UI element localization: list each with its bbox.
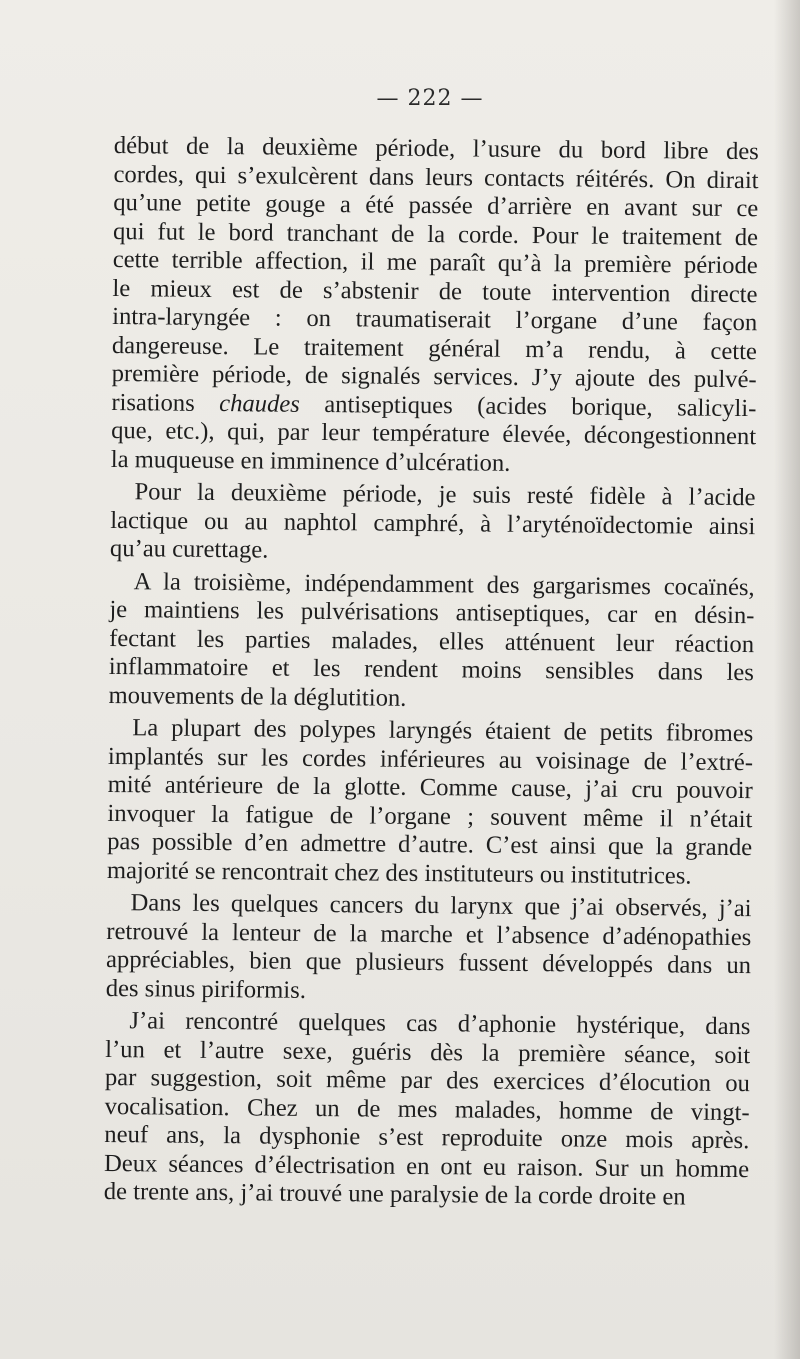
text-line: de trente ans, j’ai trouvé une paralysie de la corde droite en <box>103 1177 686 1211</box>
paragraph <box>110 478 756 570</box>
text-line: retrouvé la lenteur de la marche et l’absence d’adénopathies <box>106 917 752 951</box>
text-line: mité antérieure de la glotte. Comme cause, j’ai cru pouvoir <box>107 770 753 805</box>
text-line: fectant les parties malades, elles atténuent leur réaction <box>109 624 755 658</box>
text-line: par suggestion, soit même par des exercices d’élocution ou <box>104 1063 751 1098</box>
text-line: cordes, qui s’exulcèrent dans leurs contacts réitérés. On dirait <box>113 160 759 194</box>
text-line: je maintiens les pulvérisations antiseptiques, car en désin- <box>109 595 755 630</box>
paragraph <box>108 567 754 716</box>
text-line: qui fut le bord tranchant de la corde. Pour le traitement de <box>112 217 759 251</box>
text-line: qu’au curettage. <box>109 534 269 564</box>
text-line: appréciables, bien que plusieurs fussent développés dans un <box>105 945 752 980</box>
text-line: A la troisième, indépendamment des gargarismes cocaïnés, <box>133 567 755 601</box>
text-line: qu’une petite gouge a été passée d’arrière en avant sur ce <box>113 188 759 223</box>
text-line: début de la deuxième période, l’usure du bord libre des <box>113 132 759 166</box>
paragraph <box>107 714 754 891</box>
text-line: majorité se rencontrait chez des instituteurs ou institutrices. <box>106 856 692 890</box>
text-line: le mieux est de s’abstenir de toute intervention directe <box>112 274 758 308</box>
text-line: que, etc.), qui, par leur température élevée, décongestionnent <box>111 416 757 451</box>
page-number: — 222 — <box>376 86 484 111</box>
text-line: la muqueuse en imminence d’ulcération. <box>110 445 511 477</box>
text-line: J’ai rencontré quelques cas d’aphonie hystérique, dans <box>129 1007 751 1041</box>
text-line: inflammatoire et les rendent moins sensibles dans les <box>108 652 754 687</box>
paragraph <box>106 889 752 1009</box>
text-line: implantés sur les cordes inférieures au voisinage de l’extré- <box>107 742 754 776</box>
text-line: des sinus piriformis. <box>105 974 307 1004</box>
text-line: Dans les quelques cancers du larynx que j’ai observés, j’ai <box>130 889 752 923</box>
text-line: invoquer la fatigue de l’organe ; souvent même il n’était <box>107 799 753 833</box>
text-line: neuf ans, la dysphonie s’est reproduite onze mois après. <box>104 1120 750 1155</box>
text-line: vocalisation. Chez un de mes malades, homme de vingt- <box>104 1092 750 1126</box>
paragraph <box>104 1007 751 1213</box>
paragraph <box>111 132 759 480</box>
text-line: lactique ou au naphtol camphré, à l’aryténoïdectomie ainsi <box>110 506 756 540</box>
text-line: mouvements de la déglutition. <box>108 681 407 712</box>
text-line: Deux séances d’électrisation en ont eu raison. Sur un homme <box>103 1149 750 1183</box>
body-text <box>104 132 759 1213</box>
text-line: cette terrible affection, il me paraît qu’à la première période <box>112 245 758 280</box>
page-edge-shadow <box>774 0 800 1359</box>
text-line: La plupart des polypes laryngés étaient de petits fibromes <box>132 714 754 748</box>
text-line: risations chaudes antiseptiques (acides borique, salicyli- <box>111 388 757 422</box>
text-line: l’un et l’autre sexe, guéris dès la première séance, soit <box>105 1035 751 1069</box>
text-line: Pour la deuxième période, je suis resté fidèle à l’acide <box>134 478 756 512</box>
text-line: intra-laryngée : on traumatiserait l’organe d’une façon <box>112 302 758 337</box>
text-line: première période, de signalés services. J’y ajoute des pulvé- <box>111 359 757 394</box>
text-line: dangereuse. Le traitement général m’a rendu, à cette <box>111 331 758 365</box>
text-line: pas possible d’en admettre d’autre. C’est ainsi que la grande <box>107 827 753 862</box>
